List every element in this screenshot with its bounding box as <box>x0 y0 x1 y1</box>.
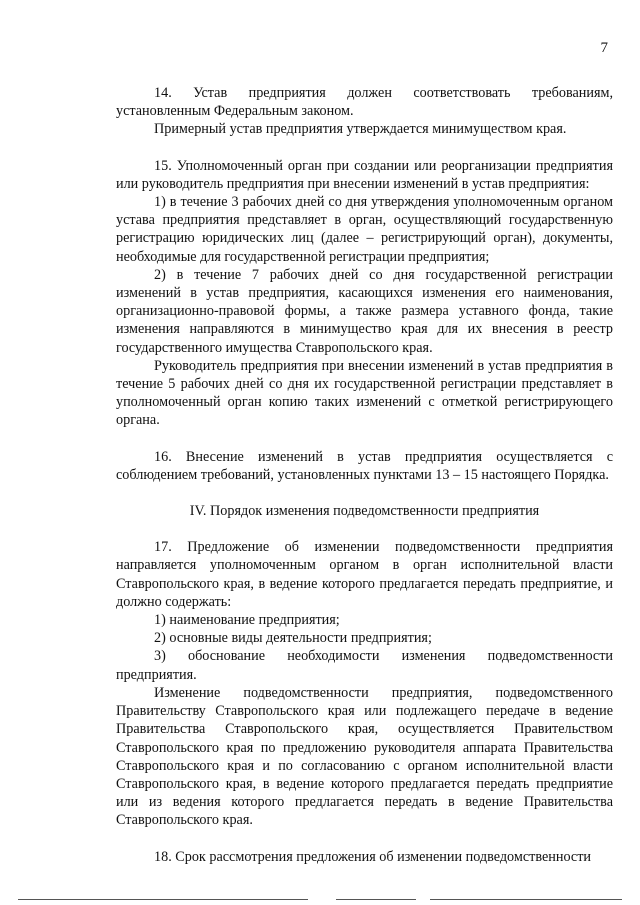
paragraph-16: 16. Внесение изменений в устав предприятия осуществляется с соблюдением требований, установленных пунктами 13 – 15 настоящего Порядка. <box>116 448 613 483</box>
paragraph-17-item-1: 1) наименование предприятия; <box>154 612 340 629</box>
paragraph-14-note: Примерный устав предприятия утверждается минимуществом края. <box>154 121 567 138</box>
page-number: 7 <box>600 40 608 56</box>
paragraph-17-item-2: 2) основные виды деятельности предприятия; <box>154 630 432 647</box>
paragraph-17: 17. Предложение об изменении подведомственности предприятия направляется уполномоченным органом в орган исполнительной власти Ставропольского края, в ведение которого предлагается передать предприятие, и должно содержать: <box>116 539 613 610</box>
document-body <box>116 84 613 866</box>
section-heading: IV. Порядок изменения подведомственности предприятия <box>189 503 540 520</box>
paragraph-17-item-3: 3) обоснование необходимости изменения подведомственности предприятия. <box>116 648 613 683</box>
footer-rule <box>336 899 416 900</box>
paragraph-15-item-1: 1) в течение 3 рабочих дней со дня утверждения уполномоченным органом устава предприятия представляет в орган, осуществляющий государственную регистрацию юридических лиц (далее – регистрирующий орган), документы, необходимые для государственной регистрации предприятия; <box>116 194 613 265</box>
paragraph-14: 14. Устав предприятия должен соответствовать требованиям, установленным Федеральным законом. <box>116 85 613 120</box>
paragraph-18: 18. Срок рассмотрения предложения об изменении подведомственности <box>154 848 591 865</box>
paragraph-15: 15. Уполномоченный орган при создании или реорганизации предприятия или руководитель предприятия при внесении изменений в устав предприятия: <box>116 157 613 192</box>
footer-rule <box>430 899 622 900</box>
paragraph-17-note: Изменение подведомственности предприятия, подведомственного Правительству Ставропольского края или подлежащего передаче в ведение Правительства Ставропольского края, осуществляется Правительством Ставропольского края по предложению руководителя аппарата Правительства Ставропольского края и по согласованию с органом исполнительной власти Ставропольского края, в ведение которого предлагается передать предприятие или из ведения которого предлагается передать в ведение Правительства Ставропольского края. <box>116 684 613 829</box>
paragraph-15-item-2: 2) в течение 7 рабочих дней со дня государственной регистрации изменений в устав предприятия, касающихся изменения его наименования, организационно-правовой формы, а также размера уставного фонда, такие изменения направляются в минимущество края для их внесения в реестр государственного имущества Ставропольского края. <box>116 266 613 356</box>
footer-rule <box>18 899 308 900</box>
paragraph-15-note: Руководитель предприятия при внесении изменений в устав предприятия в течение 5 рабочих дней со дня их государственной регистрации представляет в уполномоченный орган копию таких изменений с отметкой регистрирующего органа. <box>116 357 613 429</box>
